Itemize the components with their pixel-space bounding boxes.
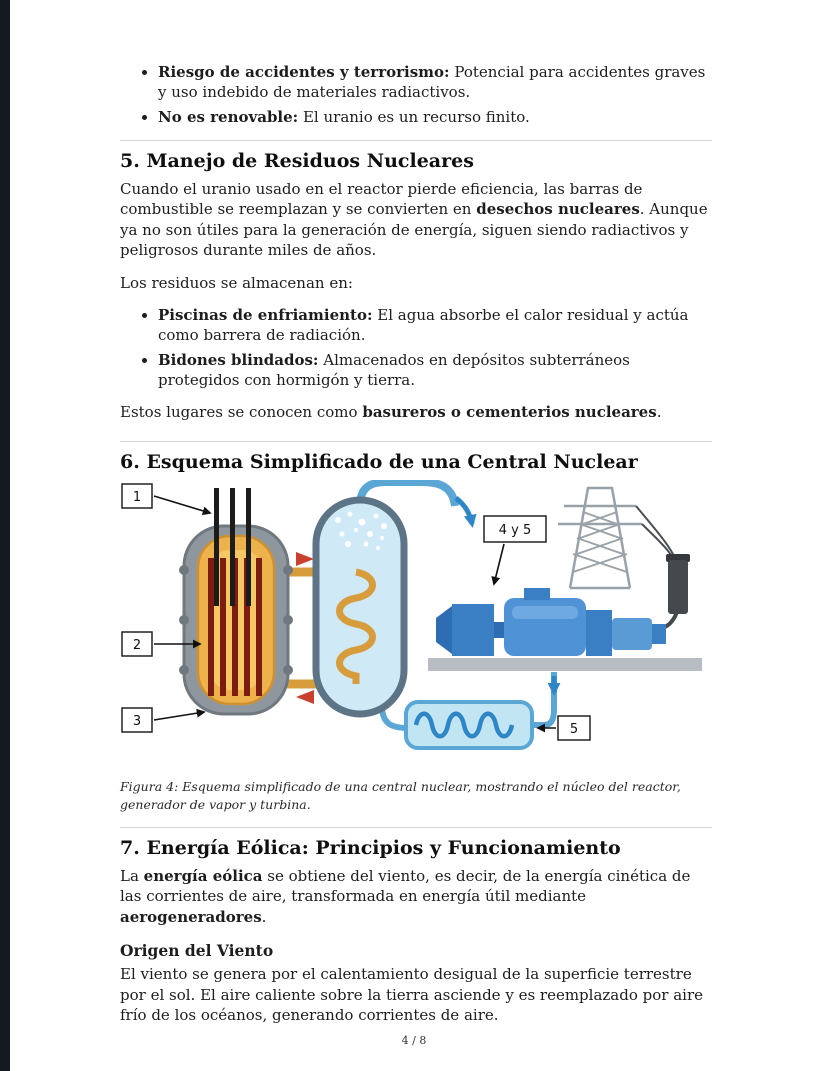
text-bold: desechos nucleares: [476, 200, 640, 219]
list-item: [158, 107, 712, 127]
section6-title: 6. Esquema Simplificado de una Central Nuclear: [120, 450, 638, 473]
svg-text:1: 1: [132, 489, 142, 505]
bullet-bold: Piscinas de enfriamiento:: [158, 305, 373, 324]
subsection-title-origen-del-viento: Origen del Viento: [120, 941, 274, 961]
document-page: [120, 0, 712, 1025]
hot-flow-arrow-icon: [296, 552, 314, 566]
text-bold: basureros o cementerios nucleares: [362, 403, 657, 422]
svg-text:5: 5: [569, 721, 579, 737]
text-run: se obtiene del viento, es decir, de la energía cinética de las corrientes de aire, transformada en energía útil mediante: [120, 866, 691, 906]
bullet-bold: No es renovable:: [158, 107, 299, 126]
section7-paragraph-1: [120, 866, 712, 927]
section5-paragraph-2: Los residuos se almacenan en:: [120, 273, 353, 292]
steam-generator-icon: [316, 500, 404, 714]
svg-text:4 y 5: 4 y 5: [498, 522, 532, 538]
reactor-vessel-icon: [179, 488, 293, 714]
text-run: . Aunque ya no son útiles para la generación de energía, siguen siendo radiactivos y peligrosos durante miles de años.: [120, 200, 708, 260]
page-number: 4 / 8: [401, 1034, 427, 1047]
cold-flow-arrow-icon: [296, 690, 314, 704]
bullet-bold: Riesgo de accidentes y terrorismo:: [158, 63, 450, 81]
bullet-text: Almacenados en depósitos subterráneos protegidos con hormigón y tierra.: [158, 350, 630, 390]
text-run: .: [656, 403, 662, 422]
nuclear-plant-schematic: [120, 480, 710, 752]
svg-text:3: 3: [132, 713, 142, 729]
transformer-icon: [666, 554, 690, 614]
turbine-generator-icon: [436, 588, 666, 656]
transmission-tower-icon: [558, 488, 642, 588]
condenser-icon: [406, 702, 532, 748]
machine-platform-icon: [428, 658, 702, 671]
section-divider: [120, 827, 712, 828]
section7-paragraph-2: El viento se genera por el calentamiento desigual de la superficie terrestre por el sol. El aire caliente sobre la tierra asciende y es reemplazado por aire frío de los océanos, generando corrientes de aire.: [120, 965, 704, 1024]
section5-title: 5. Manejo de Residuos Nucleares: [120, 150, 474, 173]
nuclear-plant-diagram: [120, 480, 712, 756]
section7-title: 7. Energía Eólica: Principios y Funcionamiento: [120, 837, 621, 860]
callout-arrow-3-icon: [154, 712, 204, 720]
diagram-label-4y5: [484, 516, 546, 542]
condenser-outlet-pipe-icon: [532, 672, 554, 725]
diagram-label-5: [558, 716, 590, 740]
callout-arrow-4-icon: [494, 544, 504, 584]
steam-flow-arrow-icon: [456, 498, 472, 524]
list-item: [158, 62, 712, 103]
section-divider: [120, 140, 712, 141]
bullet-text: Potencial para accidentes graves y uso indebido de materiales radiactivos.: [158, 63, 706, 102]
nuclear-cons-list: [120, 62, 712, 127]
text-run: .: [261, 907, 267, 926]
diagram-label-2: [122, 632, 152, 656]
bullet-text: El uranio es un recurso finito.: [298, 107, 530, 126]
text-run: La: [120, 866, 144, 885]
text-run: Cuando el uranio usado en el reactor pierde eficiencia, las barras de combustible se reemplazan y se convierten en: [120, 179, 643, 219]
page-left-edge: [0, 0, 10, 1071]
text-bold: energía eólica: [143, 866, 263, 885]
section5-paragraph-1: [120, 179, 712, 261]
list-item: [158, 350, 712, 391]
diagram-label-1: [122, 484, 152, 508]
section-divider: [120, 441, 712, 442]
bullet-text: El agua absorbe el calor residual y actúa como barrera de radiación.: [158, 305, 689, 345]
bullet-bold: Bidones blindados:: [158, 350, 319, 369]
svg-text:2: 2: [132, 637, 142, 653]
callout-arrow-1-icon: [154, 496, 210, 513]
section5-paragraph-3: [120, 402, 712, 422]
diagram-label-3: [122, 708, 152, 732]
storage-list: [120, 305, 712, 391]
figure-caption: Figura 4: Esquema simplificado de una central nuclear, mostrando el núcleo del reactor, generador de vapor y turbina.: [120, 778, 681, 813]
list-item: [158, 305, 712, 346]
text-run: Estos lugares se conocen como: [120, 403, 363, 422]
text-bold: aerogeneradores: [120, 907, 262, 926]
